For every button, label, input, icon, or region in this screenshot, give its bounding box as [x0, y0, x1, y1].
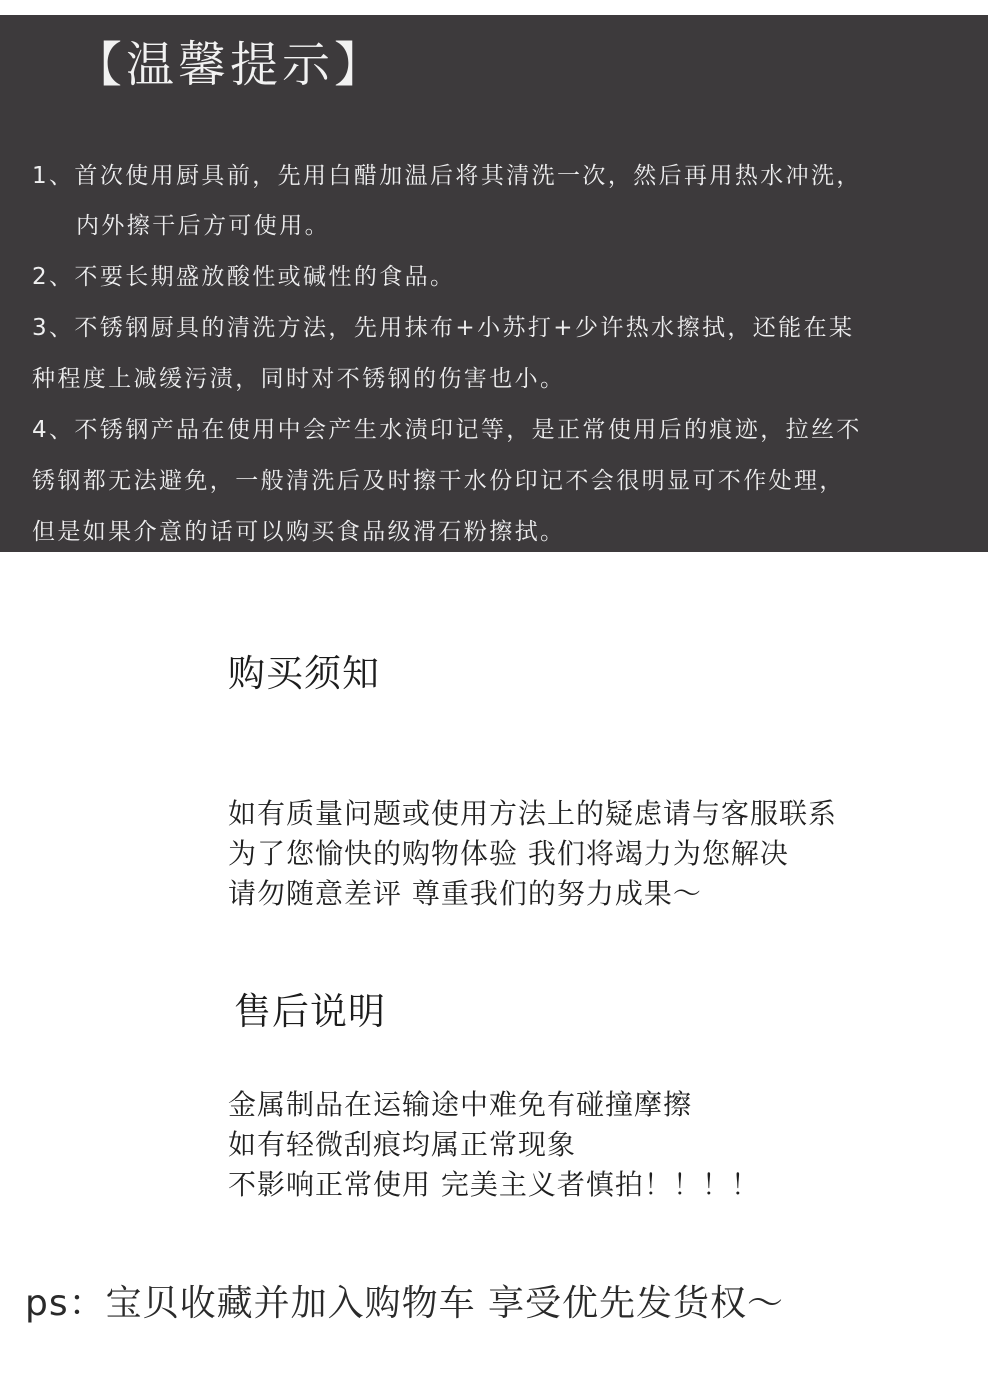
notice-line: 种程度上减缓污渍，同时对不锈钢的伤害也小。 [32, 366, 566, 392]
ps-note: ps：宝贝收藏并加入购物车 享受优先发货权～ [25, 1283, 785, 1324]
purchase-line: 请勿随意差评 尊重我们的努力成果～ [228, 877, 702, 910]
aftersale-line: 金属制品在运输途中难免有碰撞摩擦 [228, 1088, 693, 1121]
notice-line: 3、不锈钢厨具的清洗方法，先用抹布+小苏打+少许热水擦拭，还能在某 [32, 315, 855, 341]
notice-title: 【温馨提示】 [74, 37, 387, 93]
aftersale-heading: 售后说明 [234, 990, 386, 1033]
notice-line: 但是如果介意的话可以购买食品级滑石粉擦拭。 [32, 519, 566, 545]
aftersale-line: 不影响正常使用 完美主义者慎拍！！！！ [228, 1168, 760, 1201]
notice-line: 内外擦干后方可使用。 [76, 213, 330, 239]
purchase-line: 如有质量问题或使用方法上的疑虑请与客服联系 [228, 797, 838, 830]
notice-line: 2、不要长期盛放酸性或碱性的食品。 [32, 264, 456, 290]
purchase-line: 为了您愉快的购物体验 我们将竭力为您解决 [228, 837, 789, 870]
notice-line: 4、不锈钢产品在使用中会产生水渍印记等，是正常使用后的痕迹，拉丝不 [32, 417, 862, 443]
aftersale-line: 如有轻微刮痕均属正常现象 [228, 1128, 577, 1161]
notice-line: 1、首次使用厨具前，先用白醋加温后将其清洗一次，然后再用热水冲洗， [32, 163, 862, 189]
notice-line: 锈钢都无法避免，一般清洗后及时擦干水份印记不会很明显可不作处理， [32, 468, 845, 494]
purchase-heading: 购买须知 [228, 652, 380, 695]
notice-panel [0, 15, 988, 552]
